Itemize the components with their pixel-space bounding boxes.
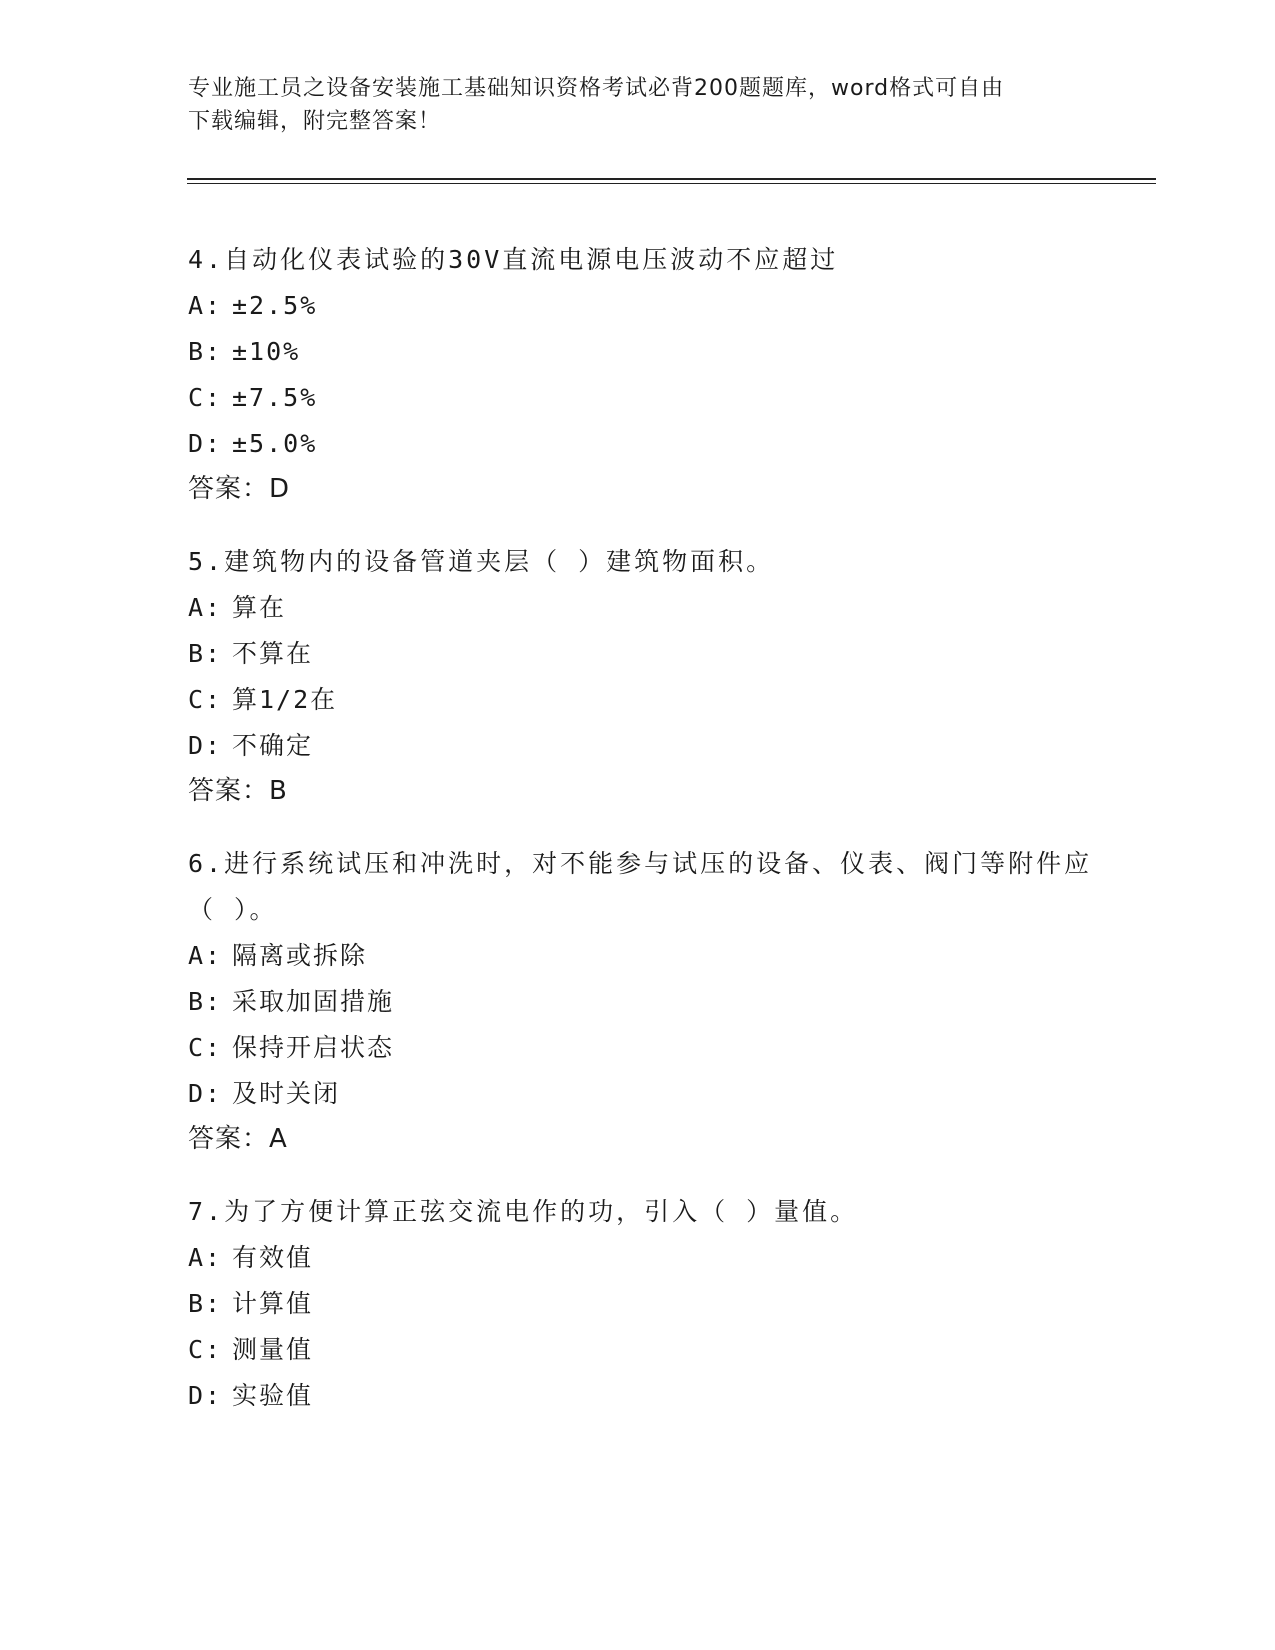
option-text: 算1/2在: [232, 685, 338, 714]
option-c: [188, 1327, 1108, 1373]
option-c: [188, 375, 1108, 421]
option-key: C:: [188, 1033, 223, 1062]
option-d: [188, 421, 1108, 467]
question-4: [188, 237, 1108, 511]
question-text: 5.建筑物内的设备管道夹层（ ）建筑物面积。: [188, 547, 775, 576]
question-list: [188, 237, 1108, 1447]
answer-line: 答案：A: [188, 1124, 288, 1154]
header-divider-thin: [187, 183, 1156, 184]
option-key: A:: [188, 593, 223, 622]
option-key: D:: [188, 1079, 223, 1108]
option-d: [188, 1071, 1108, 1117]
option-text: 不确定: [232, 731, 314, 760]
document-header: [188, 72, 1088, 138]
option-b: [188, 631, 1108, 677]
option-key: D:: [188, 1381, 223, 1410]
option-key: B:: [188, 337, 223, 366]
option-key: B:: [188, 639, 223, 668]
question-7: [188, 1189, 1108, 1419]
option-b: [188, 979, 1108, 1025]
question-text: 7.为了方便计算正弦交流电作的功，引入（ ）量值。: [188, 1197, 859, 1226]
option-text: 隔离或拆除: [232, 941, 368, 970]
question-text: 6.进行系统试压和冲洗时，对不能参与试压的设备、仪表、阀门等附件应（ ）。: [188, 849, 1093, 924]
option-b: [188, 1281, 1108, 1327]
option-key: C:: [188, 383, 223, 412]
option-key: A:: [188, 941, 223, 970]
option-text: 实验值: [232, 1381, 314, 1410]
option-text: 测量值: [232, 1335, 314, 1364]
option-a: [188, 1235, 1108, 1281]
option-key: B:: [188, 1289, 223, 1318]
option-c: [188, 677, 1108, 723]
question-6: [188, 841, 1108, 1161]
option-text: 采取加固措施: [232, 987, 395, 1016]
question-5: [188, 539, 1108, 813]
option-text: ±2.5%: [232, 291, 318, 320]
option-b: [188, 329, 1108, 375]
option-key: D:: [188, 429, 223, 458]
option-a: [188, 585, 1108, 631]
option-d: [188, 723, 1108, 769]
option-text: 有效值: [232, 1243, 314, 1272]
option-key: A:: [188, 1243, 223, 1272]
question-text: 4.自动化仪表试验的30V直流电源电压波动不应超过: [188, 245, 839, 274]
option-text: 计算值: [232, 1289, 314, 1318]
option-text: ±10%: [232, 337, 301, 366]
option-key: B:: [188, 987, 223, 1016]
option-key: A:: [188, 291, 223, 320]
answer-line: 答案：B: [188, 776, 288, 806]
option-text: ±7.5%: [232, 383, 318, 412]
option-text: ±5.0%: [232, 429, 318, 458]
option-a: [188, 283, 1108, 329]
option-text: 及时关闭: [232, 1079, 341, 1108]
option-key: C:: [188, 1335, 223, 1364]
option-text: 保持开启状态: [232, 1033, 395, 1062]
answer-line: 答案：D: [188, 474, 291, 504]
option-text: 不算在: [232, 639, 314, 668]
option-a: [188, 933, 1108, 979]
option-key: C:: [188, 685, 223, 714]
header-line-1: 专业施工员之设备安装施工基础知识资格考试必背200题题库，word格式可自由: [188, 76, 1005, 101]
header-divider-thick: [187, 178, 1156, 180]
option-c: [188, 1025, 1108, 1071]
option-key: D:: [188, 731, 223, 760]
header-line-2: 下载编辑，附完整答案！: [188, 109, 442, 134]
option-text: 算在: [232, 593, 287, 622]
option-d: [188, 1373, 1108, 1419]
